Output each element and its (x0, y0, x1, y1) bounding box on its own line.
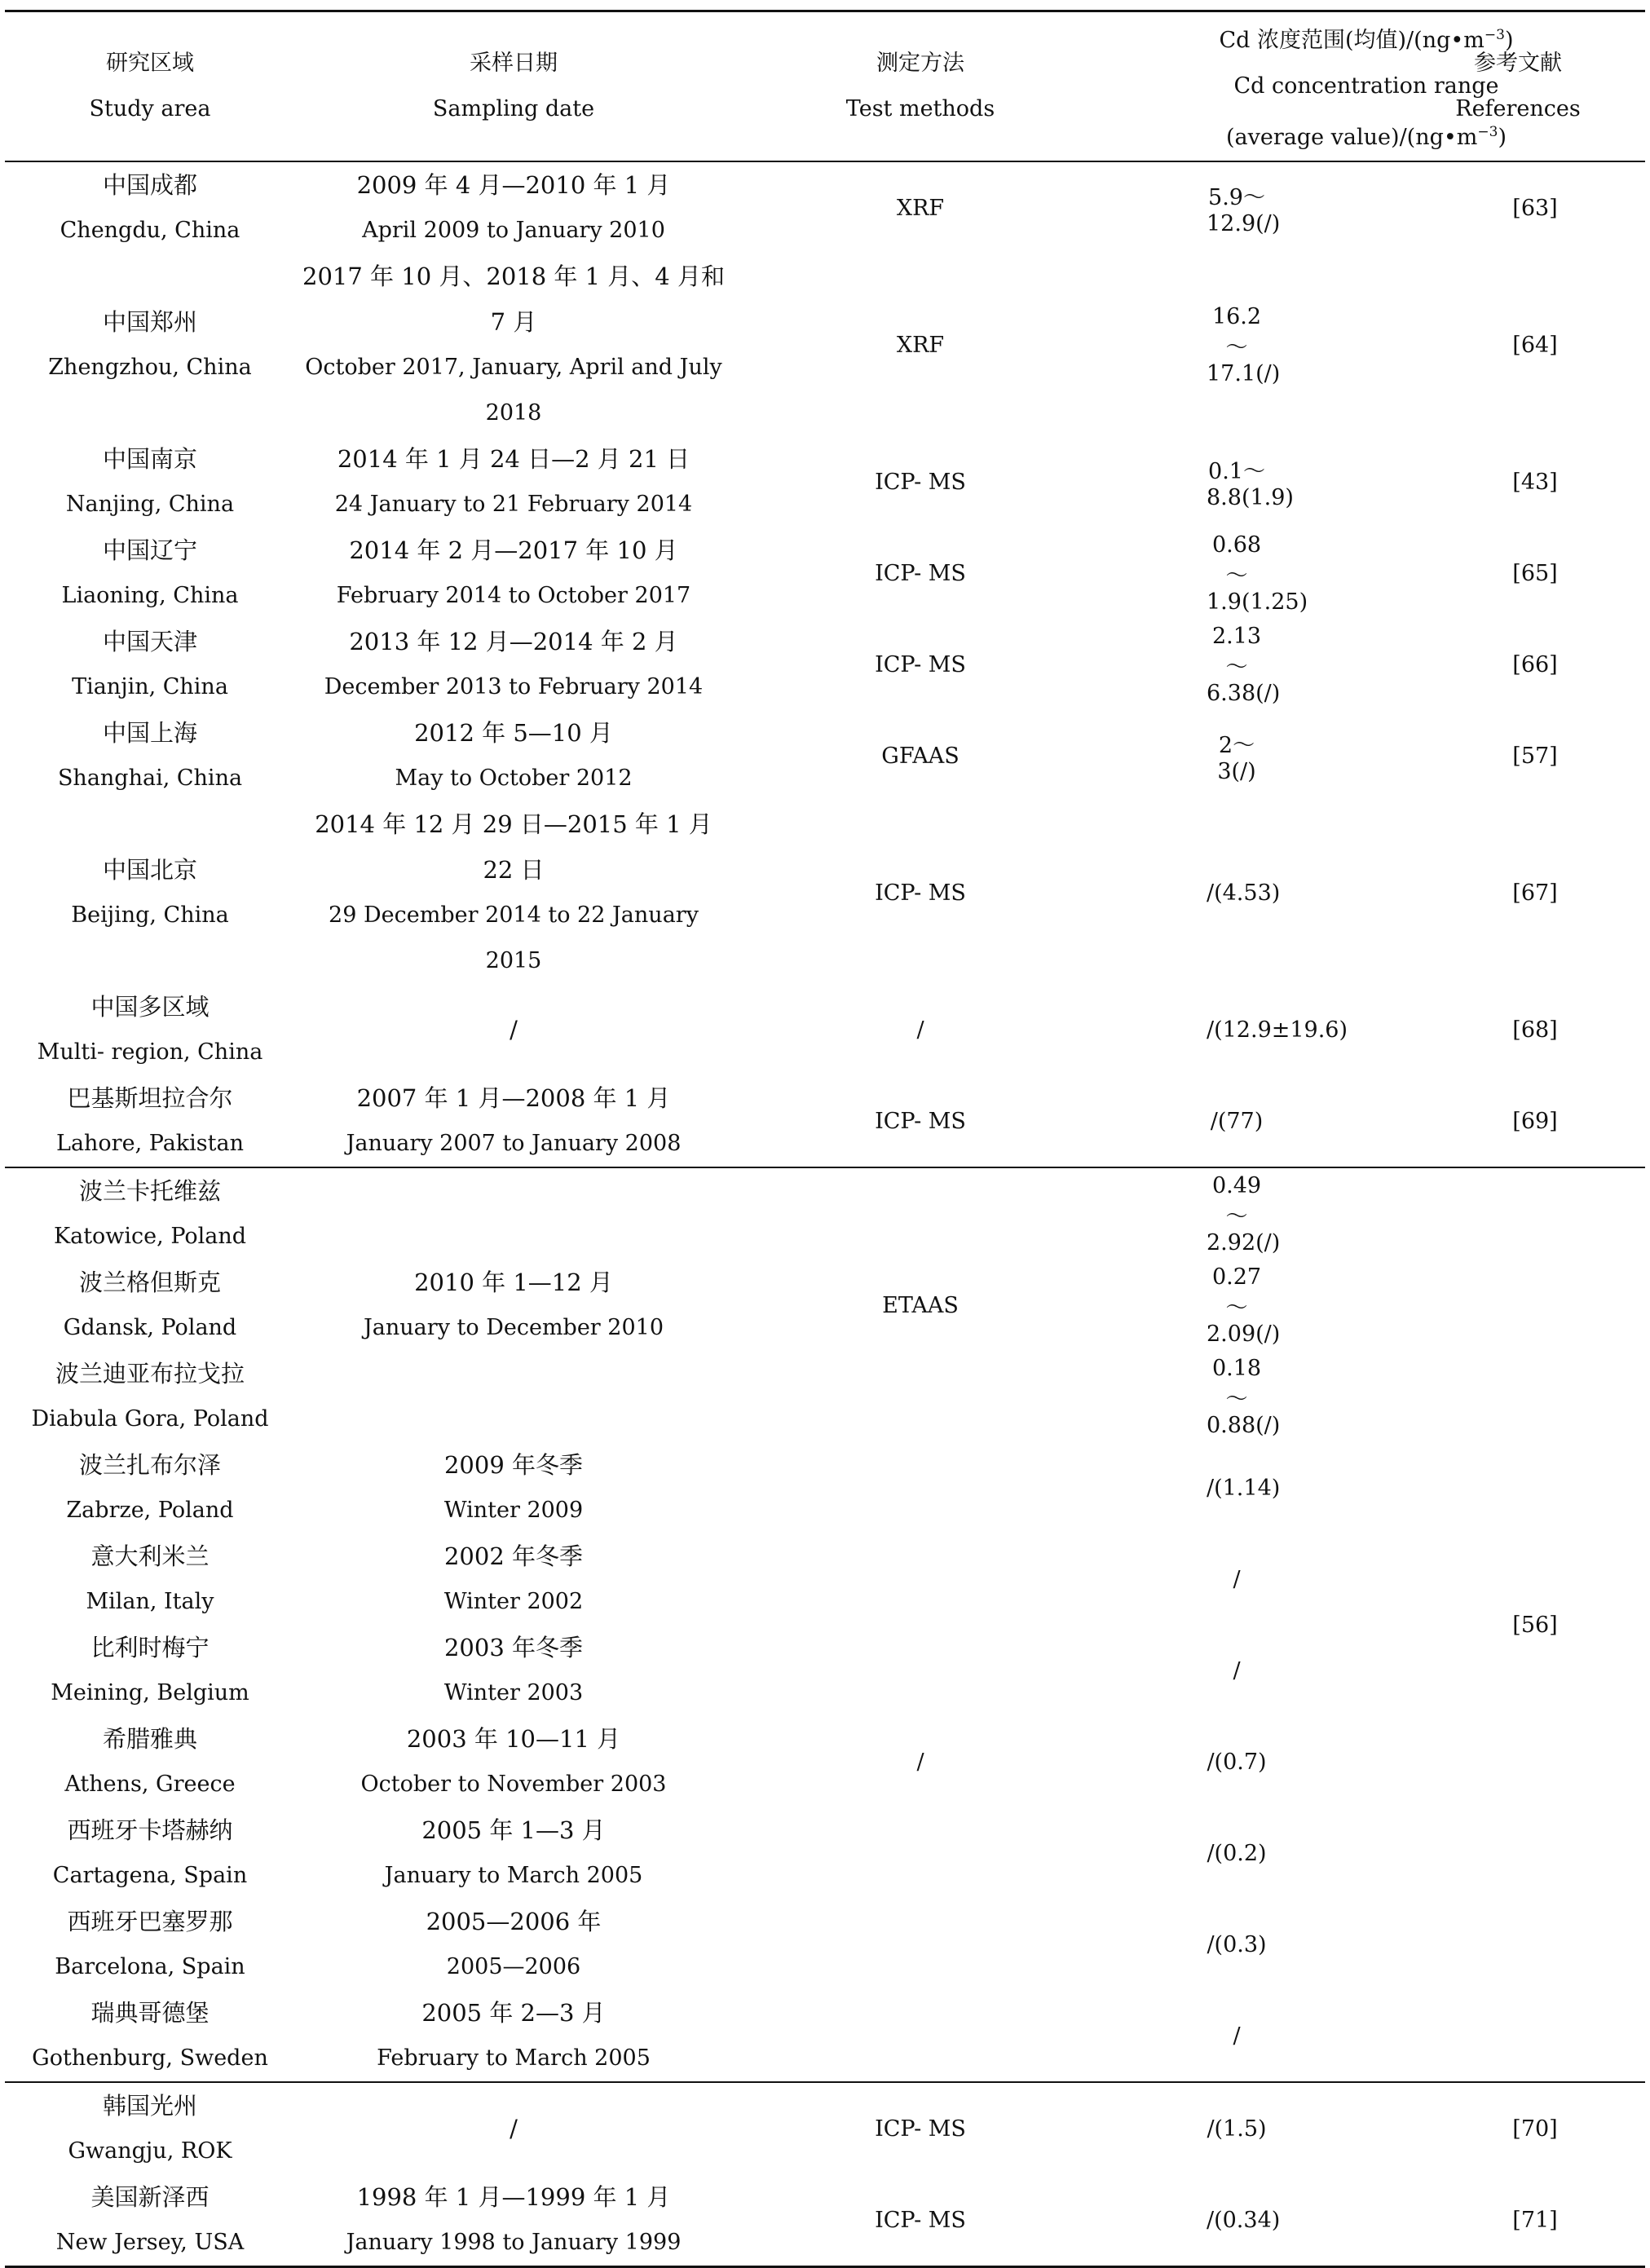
study-area-cell-cn: 西班牙巴塞罗那 (67, 1908, 233, 1935)
concentration-cell: /(1.5) (1109, 2082, 1267, 2174)
sampling-date-cell (295, 1899, 732, 1990)
header-row (5, 11, 1645, 162)
sampling-date-cell-en: January 1998 to January 1999 (346, 2230, 682, 2255)
reference-cell: [43] (1512, 469, 1558, 495)
sampling-date-cell-en: 29 December 2014 to 22 January 2015 (329, 902, 699, 973)
study-area-cell-cn: 意大利米兰 (90, 1542, 210, 1570)
study-area-cell (5, 1625, 295, 1716)
reference-cell: [65] (1512, 560, 1558, 586)
concentration-cell: /(0.2) (1207, 1840, 1267, 1866)
concentration-cell: /(77) (1210, 1108, 1264, 1134)
concentration-cell: /(12.9±19.6) (1207, 1017, 1348, 1043)
concentration-cell: 2.13～6.38(/) (1207, 623, 1281, 706)
sampling-date-cell-cn: / (510, 2115, 518, 2142)
test-method-cell: / (916, 1749, 924, 1775)
table-row (5, 161, 1645, 254)
reference-cell: [57] (1512, 743, 1558, 769)
table-row (5, 710, 1645, 801)
sampling-date-cell-cn: 2005 年 1—3 月 (421, 1816, 606, 1844)
concentration-cell: 0.68～1.9(1.25) (1207, 532, 1308, 615)
reference-cell: [67] (1512, 880, 1558, 906)
study-area-cell-cn: 希腊雅典 (102, 1725, 197, 1753)
study-area-cell (5, 710, 295, 801)
study-area-cell (5, 1167, 295, 1260)
sampling-date-cell-en: January to December 2010 (363, 1315, 664, 1340)
test-method-cell: ICP- MS (875, 1108, 966, 1134)
table-row (5, 1167, 1645, 1260)
reference-cell: [66] (1512, 651, 1558, 677)
sampling-date-cell-en: October 2017, January, April and July 2018 (305, 355, 722, 426)
study-area-cell (5, 984, 295, 1075)
sampling-date-cell-en: May to October 2012 (395, 766, 633, 791)
sampling-date-cell (295, 1075, 732, 1167)
sampling-date-cell-cn: 1998 年 1 月—1999 年 1 月 (356, 2183, 671, 2211)
table-row (5, 1075, 1645, 1167)
study-area-cell (5, 527, 295, 619)
concentration-cell: 0.49～2.92(/) (1109, 1167, 1267, 1260)
col-header-references: 参考文献 References (1267, 11, 1645, 162)
sampling-date-cell (295, 161, 732, 254)
concentration-cell: 2～3(/) (1217, 733, 1256, 784)
sampling-date-cell-cn: / (510, 1016, 518, 1044)
study-area-cell-en: Meining, Belgium (51, 1680, 249, 1705)
study-area-cell (5, 1442, 295, 1533)
concentration-cell: /(0.3) (1207, 1931, 1267, 1957)
table-row (5, 984, 1645, 1075)
concentration-cell: /(0.7) (1207, 1749, 1267, 1775)
reference-cell: [64] (1512, 332, 1558, 358)
study-area-cell-cn: 巴基斯坦拉合尔 (67, 1084, 233, 1112)
concentration-cell: / (1233, 1566, 1241, 1592)
sampling-date-cell-cn: 2005—2006 年 (426, 1908, 602, 1935)
sampling-date-cell (295, 710, 732, 801)
study-area-cell-cn: 中国成都 (102, 171, 197, 199)
sampling-date-cell-cn: 2010 年 1—12 月 (414, 1269, 613, 1296)
sampling-date-cell-en: Winter 2003 (443, 1680, 584, 1705)
table-body (5, 161, 1645, 2267)
study-area-cell-cn: 瑞典哥德堡 (90, 1999, 210, 2027)
sampling-date-cell-cn: 2003 年 10—11 月 (406, 1725, 621, 1753)
concentration-cell: 0.27～2.09(/) (1207, 1264, 1281, 1347)
study-area-cell (5, 161, 295, 254)
sampling-date-cell-en: October to November 2003 (360, 1772, 667, 1797)
sampling-date-cell-en: December 2013 to February 2014 (324, 674, 704, 699)
study-area-cell-cn: 比利时梅宁 (90, 1634, 210, 1661)
study-area-cell-cn: 中国南京 (102, 445, 197, 473)
sampling-date-cell-cn: 2012 年 5—10 月 (414, 719, 613, 747)
study-area-cell-en: Milan, Italy (86, 1589, 214, 1614)
test-method-cell: ICP- MS (875, 469, 966, 495)
sampling-date-cell-cn: 2009 年 4 月—2010 年 1 月 (356, 171, 671, 199)
concentration-cell: 16.2～17.1(/) (1207, 303, 1281, 386)
sampling-date-cell (295, 436, 732, 527)
sampling-date-cell-en: 2005—2006 (446, 1954, 581, 1979)
table-row (5, 254, 1645, 436)
test-method-cell: XRF (896, 332, 945, 358)
test-method-cell: ICP- MS (732, 2174, 1109, 2267)
study-area-cell (5, 1351, 295, 1442)
table-row (5, 2174, 1645, 2267)
concentration-cell: 0.18～0.88(/) (1207, 1355, 1281, 1438)
sampling-date-cell (295, 1990, 732, 2082)
sampling-date-cell (295, 1442, 732, 1533)
study-area-cell-en: New Jersey, USA (55, 2230, 245, 2255)
table-row (5, 436, 1645, 527)
concentration-cell: 0.1～8.8(1.9) (1207, 459, 1294, 510)
test-method-cell: GFAAS (881, 743, 960, 769)
study-area-cell (5, 2174, 295, 2267)
study-area-cell-en: Lahore, Pakistan (56, 1131, 244, 1156)
col-header-concentration: Cd 浓度范围(均值)$/(ng•m^{-3})$ Cd concentration range (average $value)/(ng•m^{-3})$ (1109, 11, 1267, 162)
study-area-cell-cn: 韩国光州 (102, 2092, 197, 2120)
study-area-cell-en: Diabula Gora, Poland (31, 1406, 269, 1432)
sampling-date-cell (295, 2082, 732, 2174)
sampling-date-cell (295, 801, 732, 984)
reference-cell: [56] (1267, 1167, 1645, 2082)
sampling-date-cell (295, 619, 732, 710)
study-area-cell-en: Multi- region, China (37, 1039, 263, 1065)
reference-cell: [68] (1512, 1017, 1558, 1043)
reference-cell: [69] (1512, 1108, 1558, 1134)
study-area-cell-cn: 中国郑州 (102, 308, 197, 336)
table-row (5, 801, 1645, 984)
sampling-date-cell-cn: 2014 年 12 月 29 日—2015 年 1 月 22 日 (315, 810, 712, 884)
study-area-cell-cn: 美国新泽西 (90, 2183, 210, 2211)
sampling-date-cell (295, 1625, 732, 1716)
test-method-cell: ICP- MS (875, 560, 966, 586)
study-area-cell (5, 1807, 295, 1899)
study-area-cell-cn: 波兰卡托维兹 (78, 1177, 221, 1205)
study-area-cell-cn: 波兰扎布尔泽 (78, 1451, 221, 1479)
study-area-cell-en: Gdansk, Poland (63, 1315, 237, 1340)
sampling-date-cell-cn: 2014 年 2 月—2017 年 10 月 (349, 536, 678, 564)
test-method-cell: ICP- MS (875, 880, 966, 906)
study-area-cell-en: Zhengzhou, China (48, 355, 252, 380)
concentration-cell: / (1233, 1657, 1241, 1683)
col-header-study-area: 研究区域 Study area (5, 11, 295, 162)
sampling-date-cell-en: February to March 2005 (377, 2045, 651, 2071)
test-method-cell: / (916, 1017, 924, 1043)
study-area-cell (5, 1899, 295, 1990)
study-area-cell (5, 1075, 295, 1167)
test-method-cell: ETAAS (732, 1167, 1109, 1442)
study-area-cell-cn: 中国天津 (102, 628, 197, 655)
study-area-cell-en: Gwangju, ROK (68, 2138, 232, 2164)
study-area-cell-cn: 中国北京 (102, 856, 197, 884)
study-area-cell (5, 1260, 295, 1351)
study-area-cell (5, 1716, 295, 1807)
sampling-date-cell (295, 984, 732, 1075)
sampling-date-cell-en: January 2007 to January 2008 (346, 1131, 682, 1156)
reference-cell: [63] (1512, 195, 1558, 221)
study-area-cell-cn: 中国辽宁 (102, 536, 197, 564)
table-row (5, 619, 1645, 710)
table-row (5, 527, 1645, 619)
sampling-date-cell-cn: 2013 年 12 月—2014 年 2 月 (349, 628, 678, 655)
sampling-date-cell-cn: 2009 年冬季 (443, 1451, 584, 1479)
sampling-date-cell-cn: 2017 年 10 月、2018 年 1 月、4 月和 7 月 (302, 263, 725, 336)
study-area-cell-en: Beijing, China (71, 902, 229, 928)
study-area-cell-en: Cartagena, Spain (52, 1863, 248, 1888)
sampling-date-cell (295, 1533, 732, 1625)
sampling-date-cell-en: January to March 2005 (384, 1863, 643, 1888)
study-area-cell-en: Liaoning, China (61, 583, 239, 608)
study-area-cell (5, 619, 295, 710)
study-area-cell-cn: 中国多区域 (90, 993, 210, 1021)
study-area-cell-en: Zabrze, Poland (66, 1498, 234, 1523)
cd-concentration-data-table (5, 10, 1645, 2268)
sampling-date-cell (295, 254, 732, 436)
study-area-cell-cn: 波兰迪亚布拉戈拉 (55, 1360, 245, 1388)
sampling-date-cell (295, 1807, 732, 1899)
study-area-cell-en: Chengdu, China (60, 218, 240, 243)
reference-cell: [71] (1267, 2174, 1645, 2267)
study-area-cell-cn: 中国上海 (102, 719, 197, 747)
sampling-date-cell (295, 2174, 732, 2267)
test-method-cell: ICP- MS (875, 651, 966, 677)
study-area-cell (5, 436, 295, 527)
test-method-cell: XRF (896, 195, 945, 221)
study-area-cell-en: Nanjing, China (65, 492, 235, 517)
sampling-date-cell-en: April 2009 to January 2010 (362, 218, 665, 243)
concentration-cell: / (1233, 2023, 1241, 2049)
concentration-cell: 5.9～12.9(/) (1207, 185, 1281, 236)
study-area-cell-en: Katowice, Poland (53, 1224, 247, 1249)
reference-cell: [70] (1267, 2082, 1645, 2174)
study-area-cell-en: Shanghai, China (57, 766, 243, 791)
study-area-cell (5, 254, 295, 436)
study-area-cell (5, 1533, 295, 1625)
study-area-cell (5, 801, 295, 984)
study-area-cell (5, 1990, 295, 2082)
study-area-cell-cn: 波兰格但斯克 (78, 1269, 221, 1296)
sampling-date-cell (295, 1716, 732, 1807)
col-header-test-methods: 测定方法 Test methods (732, 11, 1109, 162)
concentration-cell: /(1.14) (1207, 1475, 1281, 1501)
sampling-date-cell-cn: 2002 年冬季 (443, 1542, 584, 1570)
sampling-date-cell-cn: 2005 年 2—3 月 (421, 1999, 606, 2027)
sampling-date-cell-cn: 2003 年冬季 (443, 1634, 584, 1661)
study-area-cell (5, 2082, 295, 2174)
sampling-date-cell-en: Winter 2009 (443, 1498, 584, 1523)
test-method-cell: ICP- MS (732, 2082, 1109, 2174)
sampling-date-cell-en: February 2014 to October 2017 (336, 583, 691, 608)
sampling-date-cell (295, 1167, 732, 1442)
study-area-cell-en: Barcelona, Spain (55, 1954, 245, 1979)
sampling-date-cell-en: 24 January to 21 February 2014 (334, 492, 693, 517)
concentration-cell: /(4.53) (1207, 880, 1281, 906)
study-area-cell-en: Gothenburg, Sweden (32, 2045, 268, 2071)
sampling-date-cell-en: Winter 2002 (443, 1589, 584, 1614)
study-area-cell-cn: 西班牙卡塔赫纳 (67, 1816, 233, 1844)
col-header-sampling-date: 采样日期 Sampling date (295, 11, 732, 162)
study-area-cell-en: Athens, Greece (64, 1772, 236, 1797)
concentration-cell: /(0.34) (1109, 2174, 1267, 2267)
study-area-cell-en: Tianjin, China (72, 674, 228, 699)
sampling-date-cell-cn: 2007 年 1 月—2008 年 1 月 (356, 1084, 671, 1112)
sampling-date-cell-cn: 2014 年 1 月 24 日—2 月 21 日 (337, 445, 690, 473)
sampling-date-cell (295, 527, 732, 619)
table-row (5, 2082, 1645, 2174)
